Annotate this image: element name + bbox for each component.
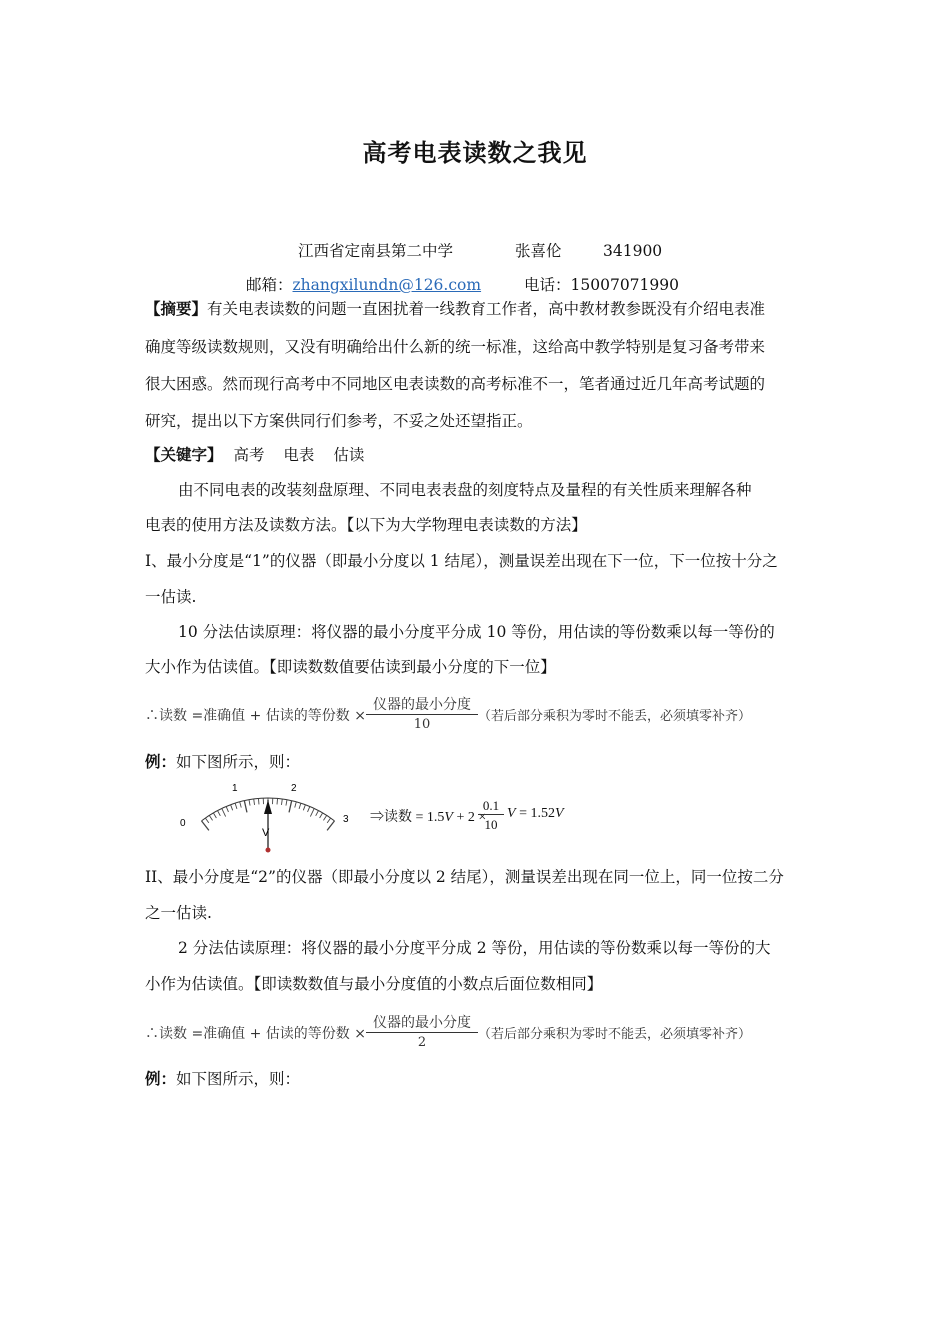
meter-tick: [231, 805, 233, 811]
meter-tick: [295, 802, 297, 808]
meter-tick: [235, 803, 237, 809]
meter-tick: [327, 818, 330, 823]
keywords-label: 【关键字】: [145, 445, 223, 464]
meter-tick: [289, 801, 292, 813]
intro-line-2: 电表的使用方法及读数方法。【以下为大学物理电表读数的方法】: [145, 516, 587, 534]
section1-line-1: I、最小分度是“1”的仪器（即最小分度以 1 结尾），测量误差出现在下一位，下一位按十分之: [145, 552, 778, 570]
meter-tick: [244, 801, 247, 813]
result-unit-2: V: [507, 806, 516, 821]
formula2-fraction: [366, 1012, 478, 1050]
meter-tick: [222, 808, 226, 816]
email-label: 邮箱：: [246, 276, 293, 294]
meter-tick: [310, 808, 314, 816]
formula1-numerator: 仪器的最小分度: [366, 694, 478, 715]
meter-tick: [327, 821, 334, 830]
meter-tick: [240, 802, 242, 808]
meter-tick: [249, 800, 250, 806]
example1-label: 例：: [145, 752, 177, 771]
result-unit-1: V: [444, 810, 453, 825]
formula2-prefix: ∴读数 =准确值 + 估读的等份数 ×: [145, 1026, 366, 1042]
meter-result-right: [507, 806, 564, 822]
abstract-text-1: 有关电表读数的问题一直困扰着一线教育工作者，高中教材教参既没有介绍电表准: [207, 300, 766, 318]
keyword-1: 高考: [233, 446, 265, 464]
intro-line-1: 由不同电表的改装刻盘原理、不同电表表盘的刻度特点及量程的有关性质来理解各种: [178, 481, 752, 499]
meter-label-1: 1: [232, 783, 238, 794]
meter-label-2: 2: [291, 783, 297, 794]
example1-line: [145, 752, 300, 772]
email-link[interactable]: zhangxilundn@126.com: [292, 276, 482, 294]
meter-tick: [205, 818, 208, 823]
author-school: 江西省定南县第二中学: [298, 242, 454, 260]
formula1-prefix: ∴读数 =准确值 + 估读的等份数 ×: [145, 708, 366, 724]
meter-pivot: [266, 848, 271, 853]
example1-text: 如下图所示，则：: [176, 753, 301, 771]
formula1-note: （若后部分乘积为零时不能丢，必须填零补齐）: [478, 709, 752, 724]
keyword-2: 电表: [283, 446, 315, 464]
meter-label-0: 0: [180, 818, 186, 829]
formula1-denominator: 10: [413, 717, 431, 732]
meter-tick: [303, 805, 305, 811]
result-mid: + 2 ×: [452, 810, 487, 825]
meter-tick: [320, 813, 323, 818]
example2-line: [145, 1069, 300, 1089]
contact-line: [246, 275, 481, 295]
meter-tick: [209, 815, 212, 820]
section2-line-1: II、最小分度是“2”的仪器（即最小分度以 2 结尾），测量误差出现在同一位上，同一位按二分: [145, 868, 784, 886]
section2-line-2: 之一估读.: [145, 904, 212, 922]
result-unit-3: V: [554, 806, 564, 821]
meter-tick: [202, 821, 209, 830]
keyword-3: 估读: [333, 446, 365, 464]
voltmeter-diagram: [172, 778, 362, 858]
meter-tick: [299, 803, 301, 809]
abstract-line-4: 研究，提出以下方案供同行们参考，不妥之处还望指正。: [145, 412, 533, 430]
abstract-line-2: 确度等级读数规则，又没有明确给出什么新的统一标准，这给高中教学特别是复习备考带来: [145, 338, 766, 356]
example2-label: 例：: [145, 1069, 177, 1088]
author-name: 张喜伦: [515, 242, 562, 260]
page-title: 高考电表读数之我见: [362, 138, 588, 167]
meter-unit-label: V: [262, 827, 270, 839]
meter-tick: [226, 806, 228, 812]
meter-needle-head: [264, 800, 272, 814]
keywords-line: [145, 445, 364, 465]
phone-line: [524, 275, 679, 295]
result-frac-num: 0.1: [478, 798, 504, 815]
meter-tick: [308, 806, 310, 812]
section1-principle-2: 大小作为估读值。【即读数数值要估读到最小分度的下一位】: [145, 658, 556, 676]
abstract-line-3: 很大困惑。然而现行高考中不同地区电表读数的高考标准不一，笔者通过近几年高考试题的: [145, 375, 766, 393]
section1-principle-1: 10 分法估读原理：将仪器的最小分度平分成 10 等份，用估读的等份数乘以每一等份的: [178, 623, 775, 641]
result-frac-den: 10: [484, 817, 498, 832]
section2-principle-1: 2 分法估读原理：将仪器的最小分度平分成 2 等份，用估读的等份数乘以每一等份的大: [178, 939, 771, 957]
author-postcode: 341900: [603, 242, 663, 260]
meter-tick: [316, 811, 319, 816]
result-end: = 1.52: [515, 806, 555, 821]
meter-tick: [277, 798, 278, 804]
example2-text: 如下图所示，则：: [176, 1070, 301, 1088]
meter-label-3: 3: [343, 814, 349, 825]
meter-tick: [213, 813, 216, 818]
meter-tick: [218, 811, 221, 816]
section2-principle-2: 小作为估读值。【即读数数值与最小分度值的小数点后面位数相同】: [145, 975, 603, 993]
formula2-denominator: 2: [417, 1035, 427, 1050]
formula2-numerator: 仪器的最小分度: [366, 1012, 478, 1033]
meter-tick: [281, 799, 282, 805]
result-prefix: ⇒读数 = 1.5: [370, 810, 445, 825]
formula2-note: （若后部分乘积为零时不能丢，必须填零补齐）: [478, 1027, 752, 1042]
section1-line-2: 一估读.: [145, 588, 197, 606]
meter-tick: [286, 800, 287, 806]
phone-number: 15007071990: [570, 276, 679, 294]
meter-tick: [258, 798, 259, 804]
meter-tick: [254, 799, 255, 805]
result-fraction: [478, 798, 504, 833]
phone-label: 电话：: [524, 276, 571, 294]
abstract-label: 【摘要】: [145, 299, 208, 318]
meter-tick: [323, 815, 326, 820]
formula1-fraction: [366, 694, 478, 732]
abstract-line-1: [145, 299, 765, 319]
meter-result-left: [370, 806, 486, 826]
